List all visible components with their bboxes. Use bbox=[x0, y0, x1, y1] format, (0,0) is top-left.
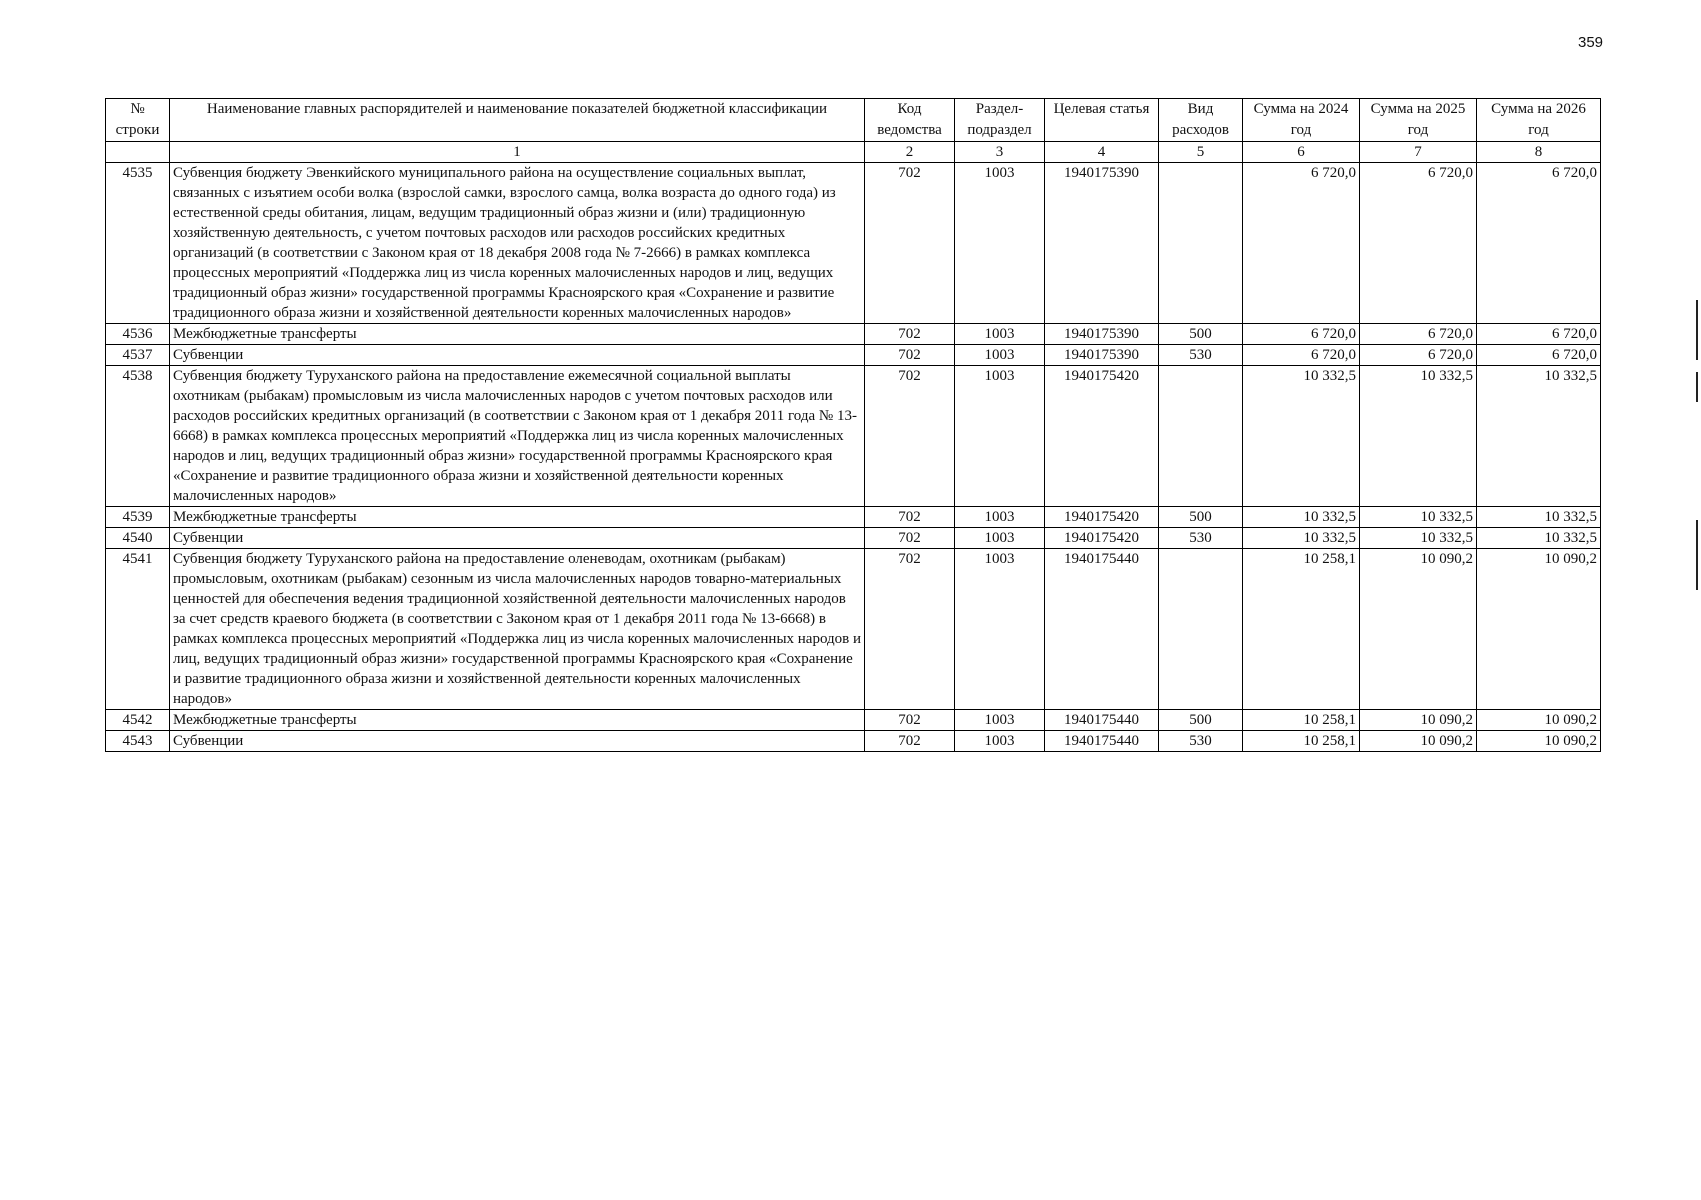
row-vedomstvo: 702 bbox=[865, 528, 955, 549]
row-name: Субвенция бюджету Эвенкийского муниципального района на осуществление социальных выплат, связанных с изъятием особи волка (взрослой самки, взрослого самца, волка возраста до одного года) из естественной среды обитания, лицам, ведущим традиционный образ жизни и (или) традиционную хозяйственную деятельность, с учетом почтовых расходов или расходов российских кредитных организаций (в соответствии с Законом края от 18 декабря 2008 года № 7-2666) в рамках комплекса процессных мероприятий «Поддержка лиц из числа коренных малочисленных народов и лиц, ведущих традиционный образ жизни» государственной программы Красноярского края «Сохранение и развитие традиционного образа жизни и хозяйственной деятельности коренных малочисленных народов» bbox=[170, 163, 865, 324]
row-sum-2025: 10 090,2 bbox=[1360, 710, 1477, 731]
row-number: 4535 bbox=[106, 163, 170, 324]
row-sum-2025: 6 720,0 bbox=[1360, 324, 1477, 345]
row-vid: 500 bbox=[1159, 507, 1243, 528]
row-razdel: 1003 bbox=[955, 163, 1045, 324]
row-vid bbox=[1159, 366, 1243, 507]
row-sum-2024: 10 258,1 bbox=[1243, 549, 1360, 710]
row-number: 4537 bbox=[106, 345, 170, 366]
row-razdel: 1003 bbox=[955, 507, 1045, 528]
row-razdel: 1003 bbox=[955, 324, 1045, 345]
row-number: 4536 bbox=[106, 324, 170, 345]
column-number: 1 bbox=[170, 142, 865, 163]
column-number bbox=[106, 142, 170, 163]
row-sum-2024: 10 258,1 bbox=[1243, 710, 1360, 731]
budget-table bbox=[105, 98, 1601, 752]
row-vedomstvo: 702 bbox=[865, 710, 955, 731]
row-statya: 1940175420 bbox=[1045, 528, 1159, 549]
table-row bbox=[106, 731, 1601, 752]
row-vid: 530 bbox=[1159, 731, 1243, 752]
row-name: Межбюджетные трансферты bbox=[170, 324, 865, 345]
row-name: Субвенции bbox=[170, 731, 865, 752]
header-sum-2026: Сумма на 2026 год bbox=[1477, 99, 1601, 142]
row-number: 4539 bbox=[106, 507, 170, 528]
row-vid bbox=[1159, 163, 1243, 324]
row-vedomstvo: 702 bbox=[865, 507, 955, 528]
row-statya: 1940175420 bbox=[1045, 507, 1159, 528]
row-number: 4542 bbox=[106, 710, 170, 731]
row-sum-2024: 10 332,5 bbox=[1243, 528, 1360, 549]
scan-edge-mark bbox=[1696, 300, 1698, 360]
row-sum-2024: 10 332,5 bbox=[1243, 507, 1360, 528]
row-sum-2025: 10 332,5 bbox=[1360, 528, 1477, 549]
row-name: Субвенции bbox=[170, 345, 865, 366]
header-vedomstvo: Код ведомства bbox=[865, 99, 955, 142]
table-row bbox=[106, 366, 1601, 507]
row-vid: 530 bbox=[1159, 528, 1243, 549]
page-number: 359 bbox=[1578, 34, 1604, 51]
row-sum-2024: 10 258,1 bbox=[1243, 731, 1360, 752]
row-sum-2026: 10 090,2 bbox=[1477, 549, 1601, 710]
scan-edge-mark bbox=[1696, 520, 1698, 590]
table-row bbox=[106, 710, 1601, 731]
row-number: 4540 bbox=[106, 528, 170, 549]
row-sum-2024: 6 720,0 bbox=[1243, 163, 1360, 324]
row-number: 4541 bbox=[106, 549, 170, 710]
row-sum-2026: 10 090,2 bbox=[1477, 710, 1601, 731]
header-row bbox=[106, 99, 1601, 142]
row-name: Субвенция бюджету Туруханского района на предоставление оленеводам, охотникам (рыбакам) промысловым, охотникам (рыбакам) сезонным из числа малочисленных народов товарно-материальных ценностей для обеспечения ведения традиционной хозяйственной деятельности малочисленных народов за счет средств краевого бюджета (в соответствии с Законом края от 1 декабря 2011 года № 13-6668) в рамках комплекса процессных мероприятий «Поддержка лиц из числа коренных малочисленных народов и лиц, ведущих традиционный образ жизни» государственной программы Красноярского края «Сохранение и развитие традиционного образа жизни и хозяйственной деятельности коренных малочисленных народов» bbox=[170, 549, 865, 710]
table-row bbox=[106, 507, 1601, 528]
table-row bbox=[106, 549, 1601, 710]
row-razdel: 1003 bbox=[955, 549, 1045, 710]
row-sum-2026: 10 090,2 bbox=[1477, 731, 1601, 752]
row-sum-2026: 6 720,0 bbox=[1477, 324, 1601, 345]
row-sum-2024: 6 720,0 bbox=[1243, 324, 1360, 345]
row-statya: 1940175420 bbox=[1045, 366, 1159, 507]
row-sum-2026: 6 720,0 bbox=[1477, 163, 1601, 324]
header-statya: Целевая статья bbox=[1045, 99, 1159, 142]
row-sum-2025: 10 332,5 bbox=[1360, 366, 1477, 507]
column-number: 2 bbox=[865, 142, 955, 163]
row-name: Межбюджетные трансферты bbox=[170, 710, 865, 731]
scan-edge-mark bbox=[1696, 372, 1698, 402]
row-statya: 1940175440 bbox=[1045, 710, 1159, 731]
row-razdel: 1003 bbox=[955, 528, 1045, 549]
row-vedomstvo: 702 bbox=[865, 549, 955, 710]
row-statya: 1940175390 bbox=[1045, 345, 1159, 366]
row-statya: 1940175440 bbox=[1045, 549, 1159, 710]
row-statya: 1940175390 bbox=[1045, 324, 1159, 345]
row-vedomstvo: 702 bbox=[865, 163, 955, 324]
row-vid bbox=[1159, 549, 1243, 710]
row-statya: 1940175440 bbox=[1045, 731, 1159, 752]
row-vedomstvo: 702 bbox=[865, 366, 955, 507]
column-number: 7 bbox=[1360, 142, 1477, 163]
row-razdel: 1003 bbox=[955, 345, 1045, 366]
row-vid: 500 bbox=[1159, 324, 1243, 345]
row-sum-2025: 10 332,5 bbox=[1360, 507, 1477, 528]
row-vedomstvo: 702 bbox=[865, 324, 955, 345]
row-name: Межбюджетные трансферты bbox=[170, 507, 865, 528]
column-number: 3 bbox=[955, 142, 1045, 163]
row-vid: 500 bbox=[1159, 710, 1243, 731]
column-number-row bbox=[106, 142, 1601, 163]
column-number: 4 bbox=[1045, 142, 1159, 163]
row-sum-2025: 6 720,0 bbox=[1360, 345, 1477, 366]
table-row bbox=[106, 345, 1601, 366]
row-sum-2026: 10 332,5 bbox=[1477, 528, 1601, 549]
row-statya: 1940175390 bbox=[1045, 163, 1159, 324]
header-row-number: № строки bbox=[106, 99, 170, 142]
row-sum-2025: 10 090,2 bbox=[1360, 549, 1477, 710]
row-razdel: 1003 bbox=[955, 710, 1045, 731]
row-vid: 530 bbox=[1159, 345, 1243, 366]
row-razdel: 1003 bbox=[955, 366, 1045, 507]
row-sum-2025: 6 720,0 bbox=[1360, 163, 1477, 324]
row-razdel: 1003 bbox=[955, 731, 1045, 752]
header-name: Наименование главных распорядителей и наименование показателей бюджетной классификации bbox=[170, 99, 865, 142]
row-sum-2026: 10 332,5 bbox=[1477, 366, 1601, 507]
row-vedomstvo: 702 bbox=[865, 345, 955, 366]
column-number: 6 bbox=[1243, 142, 1360, 163]
row-sum-2024: 10 332,5 bbox=[1243, 366, 1360, 507]
header-vid: Вид расходов bbox=[1159, 99, 1243, 142]
row-vedomstvo: 702 bbox=[865, 731, 955, 752]
row-number: 4543 bbox=[106, 731, 170, 752]
row-name: Субвенции bbox=[170, 528, 865, 549]
row-sum-2024: 6 720,0 bbox=[1243, 345, 1360, 366]
table-row bbox=[106, 163, 1601, 324]
header-sum-2024: Сумма на 2024 год bbox=[1243, 99, 1360, 142]
row-sum-2026: 10 332,5 bbox=[1477, 507, 1601, 528]
row-name: Субвенция бюджету Туруханского района на предоставление ежемесячной социальной выплаты охотникам (рыбакам) промысловым из числа малочисленных народов с учетом почтовых расходов или расходов российских кредитных организаций (в соответствии с Законом края от 1 декабря 2011 года № 13-6668) в рамках комплекса процессных мероприятий «Поддержка лиц из числа коренных малочисленных народов и лиц, ведущих традиционный образ жизни» государственной программы Красноярского края «Сохранение и развитие традиционного образа жизни и хозяйственной деятельности коренных малочисленных народов» bbox=[170, 366, 865, 507]
table-row bbox=[106, 528, 1601, 549]
table-row bbox=[106, 324, 1601, 345]
row-sum-2026: 6 720,0 bbox=[1477, 345, 1601, 366]
row-sum-2025: 10 090,2 bbox=[1360, 731, 1477, 752]
header-sum-2025: Сумма на 2025 год bbox=[1360, 99, 1477, 142]
row-number: 4538 bbox=[106, 366, 170, 507]
header-razdel: Раздел-подраздел bbox=[955, 99, 1045, 142]
column-number: 8 bbox=[1477, 142, 1601, 163]
column-number: 5 bbox=[1159, 142, 1243, 163]
